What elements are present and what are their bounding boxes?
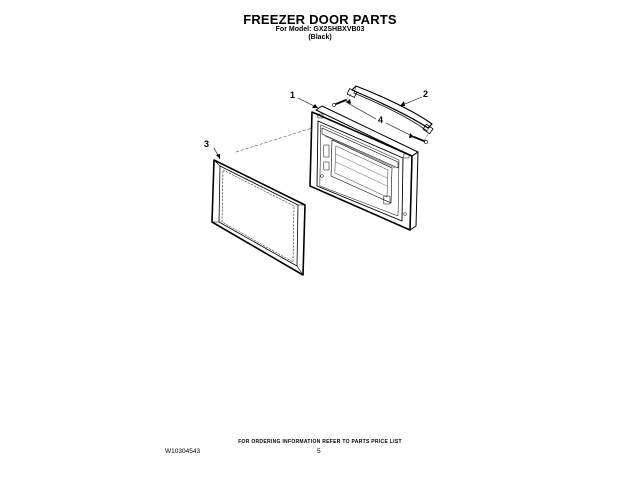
callout-gasket: 3 [204, 139, 210, 149]
callout-handle: 2 [423, 89, 429, 99]
ordering-note: FOR ORDERING INFORMATION REFER TO PARTS PRICE LIST [238, 439, 402, 445]
door-panel [310, 106, 418, 230]
screw-right [414, 137, 428, 144]
document-part-number: W10304543 [165, 448, 201, 455]
page-number: 5 [317, 448, 321, 455]
page-title: FREEZER DOOR PARTS [243, 12, 397, 27]
screw-left [332, 100, 346, 107]
model-line: For Model: GX2SHBXVB03 [275, 26, 365, 33]
door-gasket [212, 160, 305, 275]
callout-door-panel: 1 [290, 90, 296, 100]
callout-screw: 4 [378, 115, 384, 125]
color-line: (Black) [308, 34, 332, 41]
